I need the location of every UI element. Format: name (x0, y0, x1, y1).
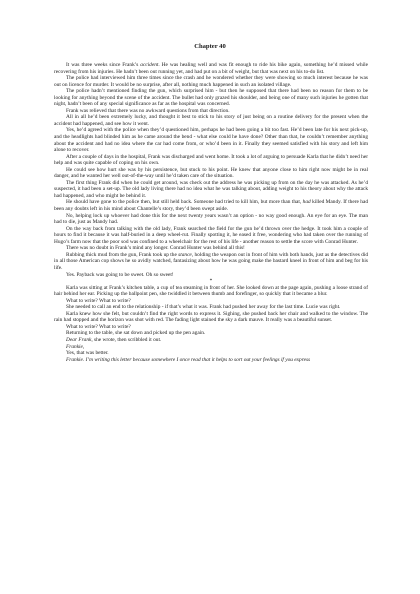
paragraph (54, 213, 368, 226)
text-run: Yes, he’d agreed with the police when they’d questioned him, perhaps he had been going a bit too fast. He’d been late for his next pick-up, and the headlights had blinded him as he came around the bend - what else could he have done? Other than that, he couldn’t remember anything about the accident and had no idea where the car had come from, or who’d been in it. Finally they seemed satisfied with his story and left him alone to recover. (54, 127, 368, 154)
text-run: He could see how hurt she was by his persistence, but stuck to his point. He knew that anyone close to him right now might be in real danger, and he wanted her well out-of-the-way until he’d taken care of the situation. (54, 166, 368, 180)
text-run: There was no doubt in Frank’s mind any longer. Conrad Hunter was behind all this! (66, 245, 245, 252)
text-run: Yes, that was better. (66, 350, 109, 357)
body-part-one (54, 62, 368, 278)
italic-text-run: had (302, 199, 311, 206)
paragraph (54, 167, 368, 180)
italic-text-run: Dear Frank, (66, 336, 93, 343)
paragraph (54, 88, 368, 108)
text-run: Rubbing thick mud from the gun, Frank took up the (66, 251, 179, 258)
paragraph (54, 114, 368, 127)
text-run: No, helping lock up whoever had done this for the next twenty years wasn’t an option - no way good enough. An eye for an eye. The man had to die, just as Mandy had. (54, 212, 368, 226)
text-run: What to write? What to write? (66, 323, 131, 330)
paragraph (54, 252, 368, 272)
text-run: The first thing Frank did when he could get around, was check out the address he was picking up from on the day he was attacked. As he’d suspected, it had been a set-up. The old lady living there had no idea what he was talking about, adding weight to his theory about why the attack had happened, and who might be behind it. (54, 179, 368, 199)
text-run: On the way back from talking with the old lady, Frank searched the field for the gun he’d thrown over the hedge. It took him a couple of hours to find it because it was half-buried in a deep wheel-rut. Finally spotting it, he eased it free, wondering who had taken over the running of Hugo’s farm now that the poor sod was confined to a wheelchair for the rest of his life - another reason to settle the score with Conrad Hunter. (54, 225, 368, 245)
text-run: , holding the weapon out in front of him with both hands, just as the detectives did in all those American cop shows he so avidly watched, fantasizing about how he was going make the bastard kneel in front of him and beg for his life. (54, 251, 368, 271)
paragraph (54, 357, 368, 364)
text-run: He should have gone to the police then, but still held back. Someone had tried to kill him, but more than that, (66, 199, 303, 206)
text-run: Yes. Payback was going to be sweet. Oh so sweet! (66, 271, 174, 278)
text-run: killed Mandy. If there had been any doubts left in his mind about Chantelle’s story, they’d been swept aside. (54, 199, 369, 213)
text-run: . He was healing well and was fit enough to ride his bike again, something he’d missed while recovering from his injuries. He hadn’t been out running yet, and had put on a bit of weight, but that was next on his to-do list. (54, 62, 369, 75)
paragraph (54, 75, 368, 88)
text-run: It was three weeks since Frank’s (66, 62, 141, 68)
text-run: After a couple of days in the hospital, Frank was discharged and went home. It took a lot of arguing to persuade Karla that he didn’t need her help and was quite capable of coping on his own. (54, 153, 368, 167)
italic-text-run: accident (140, 62, 159, 68)
text-run: All in all he’d been extremely lucky, and thought it best to stick to his story of just being on a routine delivery for the present when the accident had happened, and see how it went. (54, 114, 368, 127)
italic-text-run: Frankie. I’m writing this letter because somewhere I once read that it helps to sort out your feelings if you express (66, 356, 311, 363)
body-part-two (54, 285, 368, 364)
text-run: She needed to call an end to the relationship - if that’s what it was. Frank had pushed her away for the last time. Lucie was right. (66, 304, 341, 311)
chapter-title: Chapter 40 (194, 43, 226, 50)
italic-text-run: stance (178, 251, 192, 258)
paragraph (54, 226, 368, 246)
paragraph (54, 127, 368, 153)
paragraph (54, 180, 368, 200)
paragraph (54, 199, 368, 212)
section-break: * (209, 278, 213, 285)
chapter-body (54, 62, 368, 363)
text-run: Karla knew how she felt, but couldn’t find the right words to express it. Sighing, she pushed back her chair and walked to the window. The rain had stopped and the horizon was shot with red. The fading light stained the sky a dark mauve. It really was a beautiful sunset. (54, 310, 368, 324)
paragraph (54, 154, 368, 167)
text-run: she wrote, then scribbled it out. (92, 336, 162, 343)
text-run: The police hadn’t mentioned finding the gun, which surprised him - but then he supposed that there had been no reason for them to be looking for anything beyond the scene of the accident. The bullet had only grazed his shoulder, and being one of many such injuries he gotten that night, hadn’t been of any special significance as far as the hospital was concerned. (54, 88, 368, 108)
text-run: What to write? What to write? (66, 297, 131, 304)
text-run: Frank was relieved that there was no awkward questions from that direction. (66, 107, 230, 114)
paragraph (54, 285, 368, 298)
text-run: Karla was sitting at Frank’s kitchen table, a cup of tea steaming in front of her. She looked down at the page again, pushing a loose strand of hair behind her ear. Picking up the ballpoint pen, she twiddled it between thumb and forefinger, so quickly that it became a blur. (54, 284, 368, 298)
text-run: Returning to the table, she sat down and picked up the pen again. (66, 330, 206, 337)
paragraph (54, 311, 368, 324)
italic-text-run: Frankie, (66, 343, 85, 350)
paragraph (54, 62, 368, 75)
text-run: The police had interviewed him three times since the crash and he wondered whether they were showing so much interest because he was out on licence for murder. It would be no surprise, after all, nothing much happened in such an isolated village. (54, 75, 368, 88)
